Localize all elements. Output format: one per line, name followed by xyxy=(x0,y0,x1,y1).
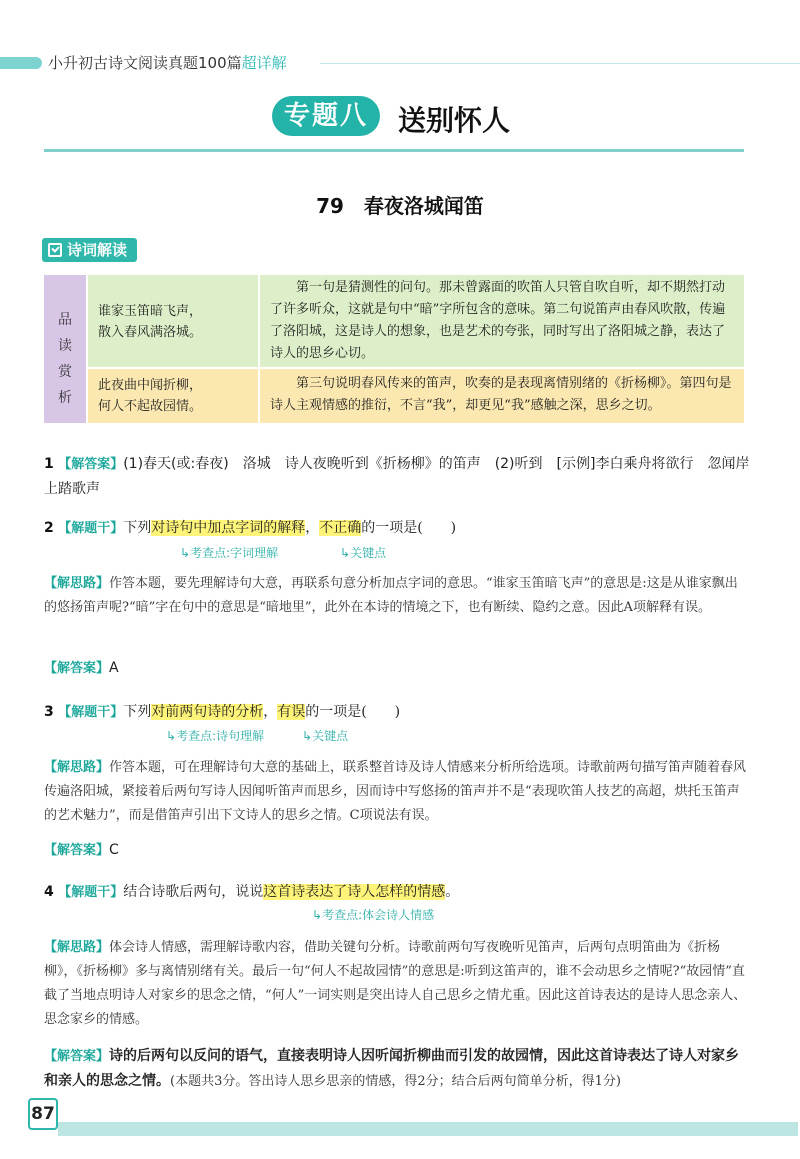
stem-text: ， xyxy=(305,520,320,536)
curved-arrow-icon: ↳ xyxy=(166,729,177,743)
poem-line: 谁家玉笛暗飞声， xyxy=(98,304,203,319)
question-1 xyxy=(44,452,750,501)
column-divider xyxy=(258,369,260,423)
reasoning-block xyxy=(44,756,750,828)
answer-row xyxy=(44,656,750,681)
page-number: 87 xyxy=(28,1098,58,1130)
stem-text: 的一项是( ) xyxy=(305,704,401,720)
question-number: 2 xyxy=(44,520,54,536)
question-number: 3 xyxy=(44,704,54,720)
annotation-note xyxy=(180,544,278,561)
column-divider xyxy=(258,275,260,367)
reasoning-tag: 【解思路】 xyxy=(44,940,110,955)
analysis-table xyxy=(44,275,744,423)
book-title-text: 小升初古诗文阅读真题100篇 xyxy=(48,54,242,72)
annotation-text: 关键点 xyxy=(312,729,349,743)
question-4 xyxy=(44,880,750,905)
answer-text: (1)春天(或:春夜) 洛城 诗人夜晚听到《折杨柳》的笛声 (2)听到 [示例]李白乘舟将欲行 忽闻岸上踏歌声 xyxy=(44,456,750,497)
topic-badge: 专题八 xyxy=(272,96,380,136)
poem-title xyxy=(0,190,800,219)
side-label-char: 析 xyxy=(58,390,72,406)
poem-line: 此夜曲中闻折柳， xyxy=(98,378,203,393)
stem-text: 结合诗歌后两句，说说 xyxy=(123,884,264,900)
curved-arrow-icon: ↳ xyxy=(180,546,191,560)
header-rule xyxy=(320,63,800,64)
side-label-char: 赏 xyxy=(58,364,72,380)
highlight-text: 这首诗表达了诗人怎样的情感 xyxy=(263,884,446,900)
question-2 xyxy=(44,516,750,541)
poem-lines xyxy=(98,301,248,343)
answer-tag: 【解答案】 xyxy=(44,1049,110,1064)
section-tag xyxy=(42,238,137,262)
reasoning-block xyxy=(44,572,750,620)
reasoning-text: 作答本题，要先理解诗句大意，再联系句意分析加点字词的意思。“谁家玉笛暗飞声”的意思是:这是从谁家飘出的悠扬笛声呢?“暗”字在句中的意思是“暗地里”，此外在本诗的情境之下，也有断续、隐约之意。因此A项解释有误。 xyxy=(44,576,738,615)
poem-name: 春夜洛城闻笛 xyxy=(363,194,484,218)
annotation-text: 考查点:字词理解 xyxy=(190,546,279,560)
annotation-text: 关键点 xyxy=(350,546,387,560)
score-note: (本题共3分。答出诗人思乡思亲的情感，得2分；结合后两句简单分析，得1分) xyxy=(170,1074,621,1089)
topic-title: 送别怀人 xyxy=(398,104,511,137)
answer-text: A xyxy=(109,660,119,676)
poem-line: 何人不起故园情。 xyxy=(98,399,203,414)
reasoning-text: 作答本题，可在理解诗句大意的基础上，联系整首诗及诗人情感来分析所给选项。诗歌前两句描写笛声随着春风传遍洛阳城，紧接着后两句写诗人因闻听笛声而思乡，因而诗中写悠扬的笛声并不是“表现吹笛人技艺的高超，烘托玉笛声的艺术魅力”，而是借笛声引出下文诗人的思乡之情。C项说法有误。 xyxy=(44,760,747,823)
question-number: 4 xyxy=(44,884,54,900)
highlight-text: 对诗句中加点字词的解释 xyxy=(151,520,306,536)
section-label: 诗词解读 xyxy=(67,241,128,259)
answer-tag: 【解答案】 xyxy=(44,843,110,858)
curved-arrow-icon: ↳ xyxy=(312,908,323,922)
table-row xyxy=(88,369,744,423)
highlight-text: 不正确 xyxy=(319,520,362,536)
side-label-char: 读 xyxy=(58,338,72,354)
highlight-text: 对前两句诗的分析 xyxy=(151,704,264,720)
question-tag: 【解题干】 xyxy=(58,885,124,900)
book-title xyxy=(48,52,287,73)
calendar-check-icon xyxy=(48,243,62,257)
curved-arrow-icon: ↳ xyxy=(302,729,313,743)
answer-row xyxy=(44,838,750,863)
analysis-text: 第三句说明春风传来的笛声，吹奏的是表现离情别绪的《折杨柳》。第四句是诗人主观情感的推衍，不言“我”，却更见“我”感触之深，思乡之切。 xyxy=(270,376,732,413)
side-label-char: 品 xyxy=(58,312,72,328)
footer-bar xyxy=(58,1122,798,1136)
annotation-note xyxy=(166,727,264,744)
annotation-note xyxy=(312,906,434,923)
reasoning-text: 体会诗人情感，需理解诗歌内容，借助关键句分析。诗歌前两句写夜晚听见笛声，后两句点明笛曲为《折杨柳》，《折杨柳》多与离情别绪有关。最后一句“何人不起故园情”的意思是:听到这笛声的，谁不会动思乡之情呢?“故园情”直截了当地点明诗人对家乡的思念之情，“何人”一词实则是突出诗人自己思乡之情尤重。因此这首诗表达的是诗人思念亲人、思念家乡的情感。 xyxy=(44,940,747,1027)
reasoning-tag: 【解思路】 xyxy=(44,576,110,591)
question-number: 1 xyxy=(44,456,54,472)
title-rule xyxy=(44,149,744,152)
poem-lines xyxy=(98,375,248,417)
question-tag: 【解题干】 xyxy=(58,705,124,720)
question-tag: 【解题干】 xyxy=(58,521,124,536)
poem-number: 79 xyxy=(316,194,344,218)
book-title-highlight: 超详解 xyxy=(241,54,287,72)
reasoning-block xyxy=(44,936,750,1032)
table-row xyxy=(88,275,744,367)
answer-text: 诗的后两句以反问的语气，直接表明诗人因听闻折柳曲而引发的故园情，因此这首诗表达了诗人对家乡和亲人的思念之情。 xyxy=(44,1048,740,1089)
answer-tag: 【解答案】 xyxy=(58,457,124,472)
stem-text: 。 xyxy=(445,884,460,900)
annotation-note xyxy=(340,544,386,561)
stem-text: ， xyxy=(263,704,278,720)
highlight-text: 有误 xyxy=(277,704,306,720)
answer-text: C xyxy=(109,842,119,858)
answer-tag: 【解答案】 xyxy=(44,661,110,676)
answer-row xyxy=(44,1044,750,1094)
stem-text: 的一项是( ) xyxy=(361,520,457,536)
reasoning-tag: 【解思路】 xyxy=(44,760,110,775)
annotation-text: 考查点:体会诗人情感 xyxy=(322,908,435,922)
annotation-text: 考查点:诗句理解 xyxy=(176,729,265,743)
curved-arrow-icon: ↳ xyxy=(340,546,351,560)
question-3 xyxy=(44,700,750,725)
stem-text: 下列 xyxy=(123,704,152,720)
header-accent-bar xyxy=(0,57,42,69)
poem-line: 散入春风满洛城。 xyxy=(98,325,203,340)
annotation-note xyxy=(302,727,348,744)
stem-text: 下列 xyxy=(123,520,152,536)
analysis-text: 第一句是猜测性的问句。那未曾露面的吹笛人只管自吹自听，却不期然打动了许多听众，这就是句中“暗”字所包含的意味。第二句说笛声由春风吹散，传遍了洛阳城，这是诗人的想象，也是艺术的夸张，同时写出了洛阳城之静，表达了诗人的思乡心切。 xyxy=(270,280,726,361)
table-side-label xyxy=(44,275,86,423)
